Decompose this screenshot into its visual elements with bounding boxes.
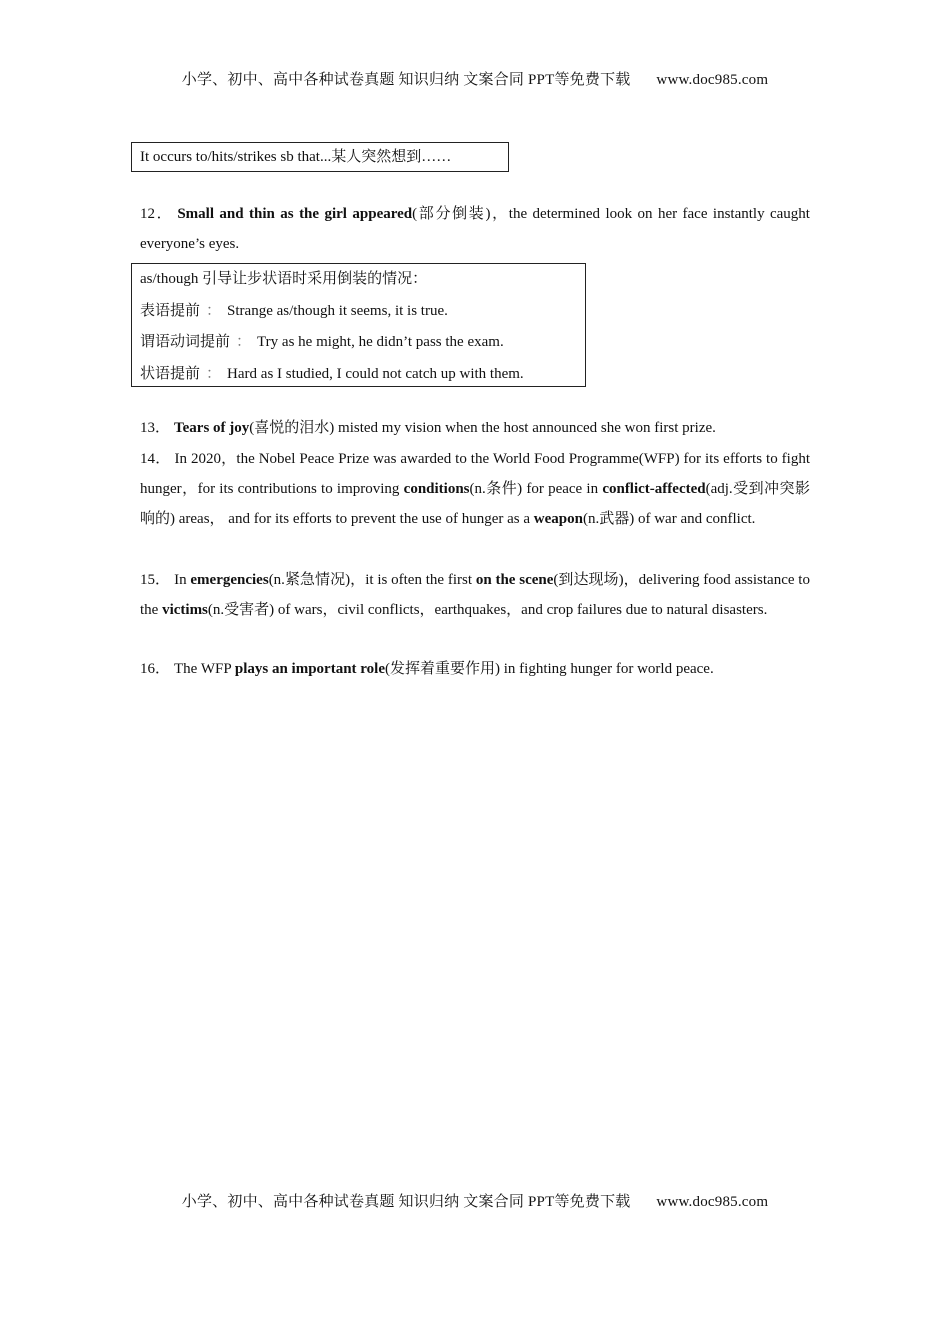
footer-url[interactable]: www.doc985.com bbox=[656, 1194, 769, 1210]
sentence-text: for peace in bbox=[522, 481, 603, 497]
annotation: (到达现场) bbox=[553, 572, 624, 588]
annotation: (n.紧急情况) bbox=[268, 572, 351, 588]
annotation: (n.受害者) bbox=[207, 602, 275, 618]
item-16 bbox=[140, 654, 810, 684]
key-phrase: on the scene bbox=[475, 572, 554, 588]
item-number: 14． bbox=[140, 451, 171, 467]
note-box-occur-text: It occurs to/hits/strikes sb that...某人突然想到…… bbox=[140, 149, 452, 165]
annotation: (喜悦的泪水) bbox=[249, 420, 335, 436]
header-url[interactable]: www.doc985.com bbox=[656, 72, 769, 88]
header-promo-text: 小学、初中、高中各种试卷真题 知识归纳 文案合同 PPT等免费下载 bbox=[181, 72, 631, 88]
item-13 bbox=[140, 413, 810, 443]
rule-example: Strange as/though it seems, it is true. bbox=[227, 302, 448, 319]
sentence-text: misted my vision when the host announced she won first prize. bbox=[334, 420, 716, 436]
sentence-text: ，it is often the first bbox=[350, 572, 476, 588]
annotation: (部分倒装) bbox=[412, 206, 491, 222]
rule-label-tail: 提前 bbox=[170, 365, 201, 382]
key-word: conditions bbox=[403, 481, 470, 497]
rule-label: 谓语动词 bbox=[140, 332, 201, 350]
key-word: weapon bbox=[533, 511, 583, 527]
rule-separator: ： bbox=[206, 365, 222, 382]
sentence-text: In 2020，the Nobel Peace Prize was awarded to the World Food Programme(WFP) for its efforts to fight hunger，for its contributions to improving bbox=[140, 451, 810, 497]
inversion-rule-predicative bbox=[140, 295, 577, 327]
footer-promo-text: 小学、初中、高中各种试卷真题 知识归纳 文案合同 PPT等免费下载 bbox=[181, 1194, 631, 1210]
note-box-occur bbox=[131, 142, 509, 172]
annotation: (n.武器) bbox=[582, 511, 635, 527]
rule-label: 表语 bbox=[140, 300, 171, 319]
sentence-text: of wars，civil conflicts，earthquakes，and crop failures due to natural disasters. bbox=[274, 602, 768, 618]
annotation: (发挥着重要作用) bbox=[385, 661, 501, 677]
sentence-text: The WFP bbox=[174, 661, 235, 677]
key-word: conflict-affected bbox=[602, 481, 706, 497]
key-word: emergencies bbox=[190, 572, 269, 588]
sentence-text: ，delivering food assistance to the bbox=[140, 572, 810, 618]
annotation: (adj.受到冲突影响的) bbox=[140, 481, 810, 527]
rule-label-tail: 提前 bbox=[170, 302, 201, 319]
sentence-text: in fighting hunger for world peace. bbox=[500, 661, 714, 677]
key-phrase: plays an important role bbox=[234, 661, 386, 677]
item-number: 16． bbox=[140, 661, 171, 677]
key-phrase: Small and thin as the girl appeared bbox=[177, 206, 413, 222]
sentence-text: In bbox=[174, 572, 191, 588]
page-header bbox=[0, 68, 950, 89]
key-phrase: Tears of joy bbox=[174, 420, 250, 436]
sentence-text: ，the determined look on her face instantly caught everyone’s eyes. bbox=[140, 206, 810, 252]
sentence-text: areas， and for its efforts to prevent the use of hunger as a bbox=[175, 511, 534, 527]
rule-label-tail: 提前 bbox=[200, 334, 231, 350]
rule-example: Hard as I studied, I could not catch up with them. bbox=[227, 365, 524, 382]
item-15 bbox=[140, 565, 810, 625]
page-footer bbox=[0, 1190, 950, 1211]
item-14 bbox=[140, 444, 810, 534]
annotation: (n.条件) bbox=[469, 481, 523, 497]
rule-separator: ： bbox=[206, 302, 222, 319]
inversion-rule-adverbial bbox=[140, 358, 577, 390]
item-number: 15． bbox=[140, 572, 171, 588]
item-12 bbox=[140, 199, 810, 259]
note-box-title: as/though 引导让步状语时采用倒装的情况： bbox=[140, 271, 428, 287]
rule-separator: ： bbox=[236, 334, 252, 350]
inversion-rule-verb bbox=[140, 326, 577, 358]
key-word: victims bbox=[162, 602, 208, 618]
rule-example: Try as he might, he didn’t pass the exam. bbox=[257, 334, 504, 350]
item-number: 13． bbox=[140, 420, 171, 436]
sentence-text: of war and conflict. bbox=[634, 511, 756, 527]
rule-label: 状语 bbox=[140, 363, 171, 382]
item-number: 12． bbox=[140, 206, 174, 222]
note-box-inversion bbox=[131, 263, 586, 387]
